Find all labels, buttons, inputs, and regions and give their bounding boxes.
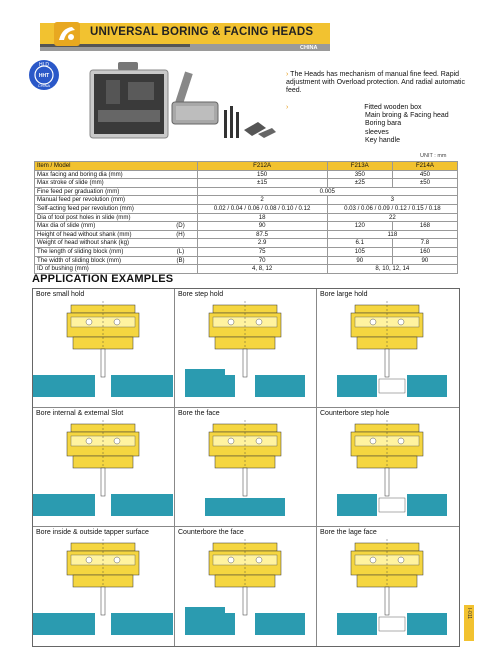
table-cell: Fine feed per graduation (mm) (35, 187, 165, 196)
table-cell: 2.9 (197, 239, 327, 248)
table-cell: 0.03 / 0.06 / 0.09 / 0.12 / 0.15 / 0.18 (327, 204, 457, 213)
table-cell: 168 (392, 222, 457, 231)
table-cell: 90 (197, 222, 327, 231)
product-photo (88, 58, 283, 153)
table-cell: (B) (165, 256, 198, 265)
table-cell (165, 204, 198, 213)
table-cell: 0.02 / 0.04 / 0.06 / 0.08 / 0.10 / 0.12 (197, 204, 327, 213)
contents-item: Key handle (365, 136, 401, 144)
table-cell: The length of sliding block (mm) (35, 247, 165, 256)
unit-label: UNIT : mm (420, 153, 447, 159)
table-cell: 160 (392, 247, 457, 256)
table-row (35, 204, 458, 213)
brand-logo-icon (54, 22, 80, 46)
hht-badge-icon (28, 57, 60, 93)
boring-head-diagram (33, 539, 173, 643)
table-cell: (H) (165, 230, 198, 239)
table-cell: Weight of head without shank (kg) (35, 239, 165, 248)
table-cell: (D) (165, 222, 198, 231)
table-header: F212A (197, 162, 327, 171)
badge-top: HLD (38, 62, 50, 68)
table-row (35, 256, 458, 265)
application-cell (175, 527, 317, 646)
table-cell: Max stroke of slide (mm) (35, 179, 165, 188)
table-cell: 7.8 (392, 239, 457, 248)
boring-head-diagram (175, 420, 315, 524)
application-cell (33, 289, 175, 408)
table-cell: 0.005 (197, 187, 458, 196)
badge-bottom: CHINA (37, 83, 51, 88)
table-cell: 105 (327, 247, 392, 256)
table-cell (165, 213, 198, 222)
bullet-icon: › (286, 104, 291, 111)
table-cell (165, 239, 198, 248)
table-cell: ±50 (392, 179, 457, 188)
table-cell: 2 (197, 196, 327, 205)
contents-item: Boring bara (365, 120, 402, 128)
table-cell: 70 (197, 256, 327, 265)
table-cell (165, 187, 198, 196)
application-cell (317, 408, 459, 527)
table-cell: Max dia of slide (mm) (35, 222, 165, 231)
page-number: I-011 (466, 608, 472, 620)
table-cell: 118 (327, 230, 457, 239)
table-row (35, 247, 458, 256)
table-row (35, 222, 458, 231)
boring-head-diagram (175, 301, 315, 405)
table-cell (165, 179, 198, 188)
application-cell (317, 527, 459, 646)
table-cell: ID of bushing (mm) (35, 265, 165, 274)
table-row (35, 213, 458, 222)
application-label: Bore large hold (320, 291, 368, 298)
contents-item: sleeves (365, 128, 389, 136)
application-cell (175, 289, 317, 408)
table-row (35, 179, 458, 188)
table-cell: 90 (392, 256, 457, 265)
boring-head-diagram (317, 539, 457, 643)
set-contents (286, 104, 449, 145)
header-subtitle: CHINA (300, 45, 318, 51)
spec-table (34, 161, 458, 274)
table-row (35, 230, 458, 239)
application-label: Bore inside & outside tapper surface (36, 529, 149, 536)
table-cell: 4, 8, 12 (197, 265, 327, 274)
boring-head-diagram (33, 301, 173, 405)
application-label: Bore small hold (36, 291, 85, 298)
table-cell: Manual feed per revolution (mm) (35, 196, 165, 205)
table-cell: 90 (327, 256, 392, 265)
table-cell: Self-acting feed per revolution (mm) (35, 204, 165, 213)
table-cell: 3 (327, 196, 457, 205)
badge-middle: HHT (38, 73, 50, 79)
table-cell: Dia of tool post holes in slide (mm) (35, 213, 165, 222)
bullet-icon: › (286, 71, 289, 78)
table-cell: 350 (327, 170, 392, 179)
table-cell: ±25 (327, 179, 392, 188)
table-cell: 150 (197, 170, 327, 179)
table-cell: (L) (165, 247, 198, 256)
page-title: UNIVERSAL BORING & FACING HEADS (90, 26, 314, 38)
boring-head-diagram (317, 301, 457, 405)
contents-item: Main broing & Facing head (365, 112, 449, 120)
table-cell: 120 (327, 222, 392, 231)
table-cell: 87.5 (197, 230, 327, 239)
table-row (35, 265, 458, 274)
applications-title: APPLICATION EXAMPLES (32, 273, 174, 285)
table-cell: 6.1 (327, 239, 392, 248)
application-label: Bore the lage face (320, 529, 377, 536)
application-cell (33, 527, 175, 646)
application-label: Counterbore the face (178, 529, 244, 536)
application-label: Bore internal & external Slot (36, 410, 124, 417)
table-cell: Max facing and boring dia (mm) (35, 170, 165, 179)
table-header-row (35, 162, 458, 171)
table-cell: 75 (197, 247, 327, 256)
table-cell: ±15 (197, 179, 327, 188)
table-row (35, 170, 458, 179)
application-label: Counterbore step hole (320, 410, 390, 417)
boring-head-diagram (33, 420, 173, 524)
application-label: Bore the face (178, 410, 220, 417)
application-cell (175, 408, 317, 527)
table-header: F213A (327, 162, 392, 171)
table-cell: Height of head without shank (mm) (35, 230, 165, 239)
table-cell (165, 170, 198, 179)
application-cell (33, 408, 175, 527)
table-cell: 450 (392, 170, 457, 179)
boring-head-diagram (317, 420, 457, 524)
feature-description (286, 71, 476, 96)
feature-text: The Heads has mechanism of manual fine feed. Rapid adjustment with Overload protection. And radial automatic feed. (286, 71, 465, 95)
application-cell (317, 289, 459, 408)
table-row (35, 187, 458, 196)
application-label: Bore step hold (178, 291, 224, 298)
boring-head-diagram (175, 539, 315, 643)
table-row (35, 196, 458, 205)
table-cell (165, 265, 198, 274)
applications-grid (32, 288, 460, 647)
table-cell: 8, 10, 12, 14 (327, 265, 457, 274)
table-cell: 22 (327, 213, 457, 222)
table-row (35, 239, 458, 248)
table-header: Item / Model (35, 162, 198, 171)
table-cell (165, 196, 198, 205)
table-cell: 18 (197, 213, 327, 222)
table-cell: The width of sliding block (mm) (35, 256, 165, 265)
table-header: F214A (392, 162, 457, 171)
contents-item: Fitted wooden box (364, 104, 422, 111)
